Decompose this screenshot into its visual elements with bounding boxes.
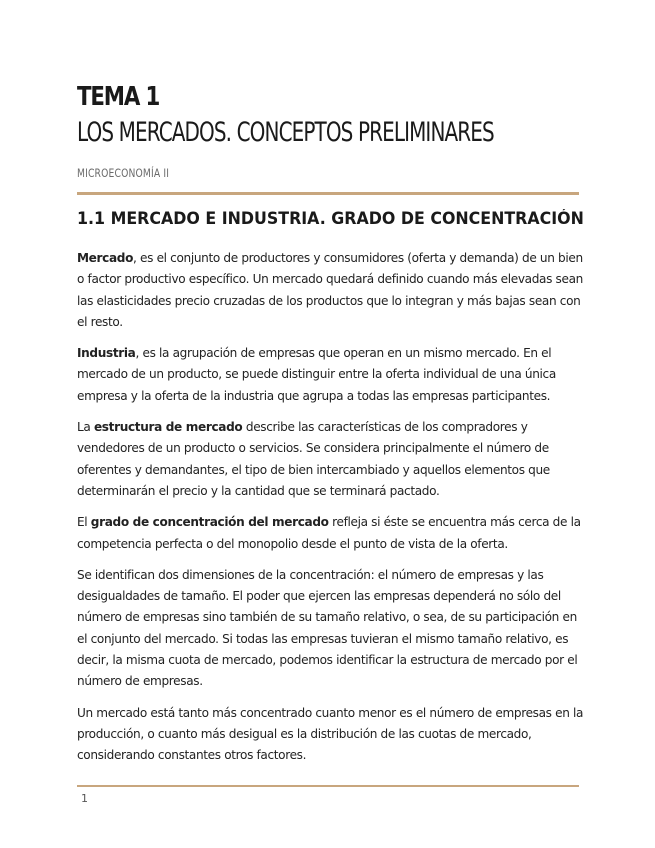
doc-title-main: LOS MERCADOS. CONCEPTOS PRELIMINARES bbox=[77, 117, 494, 148]
paragraph-estructura-pre: La bbox=[77, 420, 94, 435]
page-number: 1 bbox=[81, 792, 88, 805]
paragraph-estructura bbox=[77, 417, 585, 502]
doc-subtitle: MICROECONOMÍA II bbox=[77, 166, 170, 180]
doc-title-topic: TEMA 1 bbox=[77, 82, 160, 112]
paragraph-grado bbox=[77, 512, 585, 555]
paragraph-concentracion: Un mercado está tanto más concentrado cuanto menor es el número de empresas en la producción, o cuanto más desigual es la distribución de las cuotas de mercado, considerando constantes otros factores. bbox=[77, 705, 584, 763]
paragraph-grado-pre: El bbox=[77, 515, 91, 530]
paragraph-dimensiones: Se identifican dos dimensiones de la concentración: el número de empresas y las desigualdades de tamaño. El poder que ejercen las empresas dependerá no sólo del número de empresas sino también de su tamaño relativo, o sea, de su participación en el conjunto del mercado. Si todas las empresas tuvieran el mismo tamaño relativo, es decir, la misma cuota de mercado, podemos identificar la estructura de mercado por el número de empresas. bbox=[77, 567, 578, 689]
header-divider bbox=[77, 192, 579, 195]
paragraph-estructura-text: describe las características de los compradores y vendedores de un producto o servicios. Se considera principalmente el número de oferentes y demandantes, el tipo de bien intercambiado y aquellos elementos que determinarán el precio y la cantidad que se terminará pactado. bbox=[77, 420, 550, 498]
body-text bbox=[77, 248, 585, 777]
paragraph-mercado-text: , es el conjunto de productores y consumidores (oferta y demanda) de un bien o factor productivo específico. Un mercado quedará definido cuando más elevadas sean las elasticidades precio cruzadas de los productos que lo integran y más bajas sean con el resto. bbox=[77, 251, 583, 329]
section-heading: 1.1 MERCADO E INDUSTRIA. GRADO DE CONCENTRACIÓN bbox=[77, 209, 584, 228]
paragraph-mercado bbox=[77, 248, 585, 333]
term-grado-concentracion: grado de concentración del mercado bbox=[90, 515, 329, 530]
footer-divider bbox=[77, 785, 579, 787]
paragraph-grado-text: refleja si éste se encuentra más cerca de la competencia perfecta o del monopolio desde el punto de vista de la oferta. bbox=[77, 515, 581, 551]
term-mercado: Mercado bbox=[77, 251, 134, 265]
term-industria: Industria bbox=[77, 346, 136, 361]
document-page bbox=[77, 0, 584, 848]
paragraph-industria-text: , es la agrupación de empresas que operan en un mismo mercado. En el mercado de un producto, se puede distinguir entre la oferta individual de una única empresa y la oferta de la industria que agrupa a todas las empresas participantes. bbox=[77, 346, 556, 403]
paragraph-industria bbox=[77, 343, 585, 407]
term-estructura-mercado: estructura de mercado bbox=[93, 420, 243, 435]
